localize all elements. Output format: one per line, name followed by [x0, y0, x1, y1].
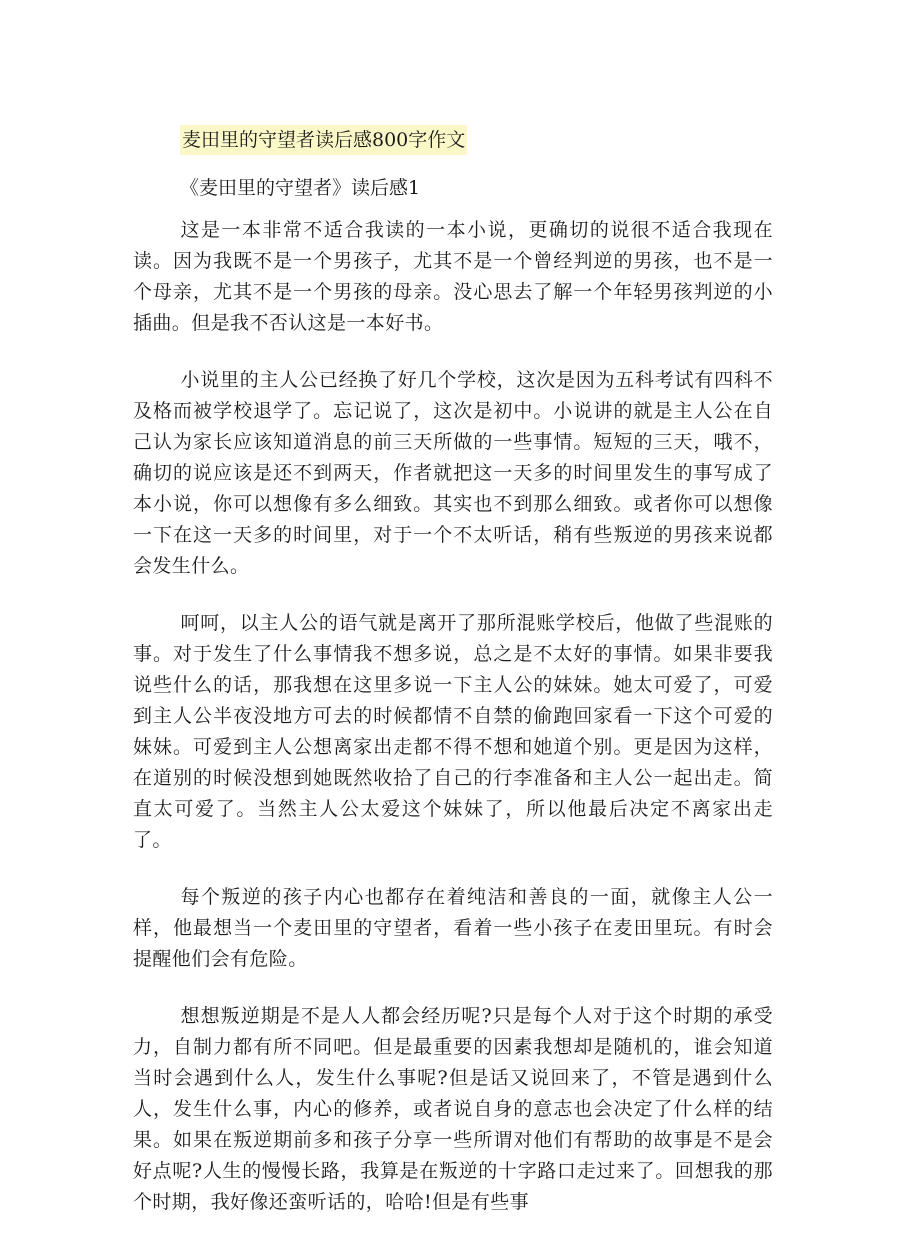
article-body [133, 215, 773, 1244]
paragraph-3: 呵呵，以主人公的语气就是离开了那所混账学校后，他做了些混账的事。对于发生了什么事情我不想多说，总之是不太好的事情。如果非要我说些什么的话，那我想在这里多说一下主人公的妹妹。她太可爱了，可爱到主人公半夜没地方可去的时候都情不自禁的偷跑回家看一下这个可爱的妹妹。可爱到主人公想离家出走都不得不想和她道个别。更是因为这样，在道别的时候没想到她既然收拾了自己的行李准备和主人公一起出走。简直太可爱了。当然主人公太爱这个妹妹了，所以他最后决定不离家出走了。 [133, 612, 773, 851]
paragraph-2: 小说里的主人公已经换了好几个学校，这次是因为五科考试有四科不及格而被学校退学了。忘记说了，这次是初中。小说讲的就是主人公在自己认为家长应该知道消息的前三天所做的一些事情。短短的三天，哦不，确切的说应该是还不到两天，作者就把这一天多的时间里发生的事写成了本小说，你可以想像有多么细致。其实也不到那么细致。或者你可以想像一下在这一天多的时间里，对于一个不太听话，稍有些叛逆的男孩来说都会发生什么。 [133, 369, 773, 577]
paragraph-4: 每个叛逆的孩子内心也都存在着纯洁和善良的一面，就像主人公一样，他最想当一个麦田里的守望者，看着一些小孩子在麦田里玩。有时会提醒他们会有危险。 [133, 886, 773, 970]
paragraph-5: 想想叛逆期是不是人人都会经历呢?只是每个人对于这个时期的承受力，自制力都有所不同吧。但是最重要的因素我想却是随机的，谁会知道当时会遇到什么人，发生什么事呢?但是话又说回来了，不管是遇到什么人，发生什么事，内心的修养，或者说自身的意志也会决定了什么样的结果。如果在叛逆期前多和孩子分享一些所谓对他们有帮助的故事是不是会好点呢?人生的慢慢长路，我算是在叛逆的十字路口走过来了。回想我的那个时期，我好像还蛮听话的，哈哈!但是有些事 [133, 1005, 773, 1213]
paragraph-1: 这是一本非常不适合我读的一本小说，更确切的说很不适合我现在读。因为我既不是一个男孩子，尤其不是一个曾经判逆的男孩，也不是一个母亲，尤其不是一个男孩的母亲。没心思去了解一个年轻男孩判逆的小插曲。但是我不否认这是一本好书。 [133, 219, 773, 334]
document-title: 麦田里的守望者读后感800字作文 [180, 125, 467, 155]
section-subtitle: 《麦田里的守望者》读后感1 [180, 177, 421, 199]
